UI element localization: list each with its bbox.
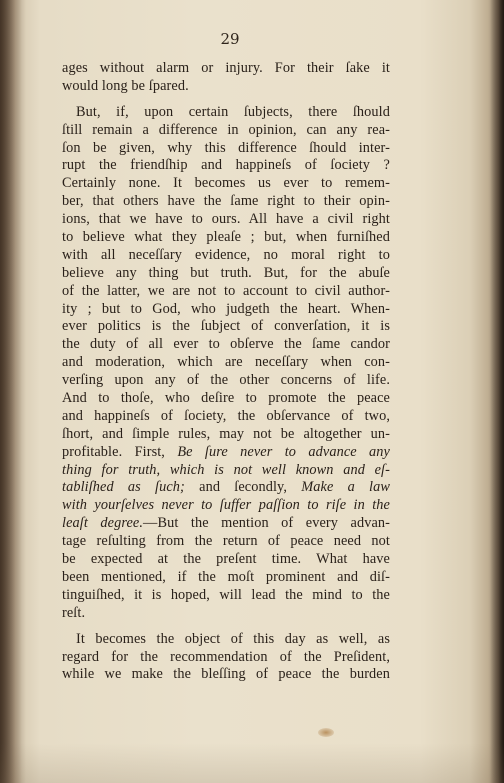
text-line (62, 515, 390, 533)
text-line: ever politics is the ſubject of converſation, it is (62, 318, 390, 335)
text-line: ſon be given, why this difference ſhould inter- (62, 139, 390, 156)
text-line: while we make the bleſſing of peace the burden (62, 666, 390, 683)
text-line: and moderation, which are neceſſary when con- (62, 354, 390, 371)
roman-text: profitable. First, (62, 443, 178, 460)
italic-text: Make a law (301, 479, 391, 496)
text-line (62, 462, 390, 480)
text-line: believe any thing but truth. But, for the abuſe (62, 264, 390, 281)
text-line: ions, that we have to ours. All have a civil right (62, 211, 390, 228)
text-line: reſt. (62, 604, 86, 621)
body-text (62, 60, 390, 684)
text-line: been mentioned, if the moſt prominent and diſ- (62, 568, 390, 585)
paragraph (62, 631, 390, 685)
text-line: It becomes the object of this day as well, as (76, 630, 390, 647)
text-line: ages without alarm or injury. For their ſake it (62, 60, 390, 76)
page-number: 29 (220, 30, 240, 48)
page-bottom-shade (0, 743, 504, 783)
italic-text: tabliſhed as ſuch; (62, 479, 185, 496)
text-line: to believe what they pleaſe ; but, when furniſhed (62, 229, 390, 246)
text-line: of the latter, we are not to account to civil author- (62, 282, 390, 299)
text-line: with all neceſſary evidence, no moral right to (62, 246, 390, 263)
text-line: ity ; but to God, who judgeth the heart. When- (62, 300, 390, 317)
paper-stain (318, 728, 334, 737)
text-line: verſing upon any of the other concerns of life. (62, 372, 390, 389)
text-line: ber, that others have the ſame right to their opin- (62, 193, 390, 210)
text-line: regard for the recommendation of the Preſident, (62, 648, 390, 665)
italic-text: leaſt degree. (62, 515, 144, 532)
page-edge-shadow (490, 0, 504, 783)
paragraph-gap (62, 623, 390, 631)
text-line: and happineſs of ſociety, the obſervance of two, (62, 407, 390, 424)
paragraph (62, 60, 390, 96)
text-line: ſhort, and ſimple rules, may not be altogether un- (62, 425, 390, 442)
text-line: the duty of all ever to obſerve the ſame candor (62, 336, 390, 353)
binding-shadow (0, 0, 26, 783)
text-line (62, 497, 390, 515)
italic-text: with yourſelves never to ſuffer paſſion to riſe in the (62, 497, 390, 514)
roman-text: —But the mention of every advan- (143, 515, 390, 532)
italic-text: Be ſure never to advance any (177, 443, 390, 460)
italic-text: thing for truth, which is not well known and eſ- (62, 461, 390, 478)
text-line: And to thoſe, who deſire to promote the peace (62, 390, 390, 407)
text-line: rupt the friendſhip and happineſs of ſociety ? (62, 157, 390, 174)
text-line: would long be ſpared. (62, 77, 189, 94)
text-line: be expected at the preſent time. What have (62, 551, 390, 568)
text-line: But, if, upon certain ſubjects, there ſhould (76, 103, 390, 120)
roman-text: and ſecondly, (184, 479, 302, 496)
text-line (62, 479, 390, 497)
paragraph (62, 104, 390, 623)
text-line: ſtill remain a difference in opinion, can any rea- (62, 121, 390, 138)
text-line: tage reſulting from the return of peace need not (62, 533, 390, 550)
text-line (62, 444, 390, 462)
text-line: Certainly none. It becomes us ever to remem- (62, 175, 390, 192)
paragraph-gap (62, 96, 390, 104)
text-line: tinguiſhed, it is hoped, will lead the mind to the (62, 586, 390, 603)
